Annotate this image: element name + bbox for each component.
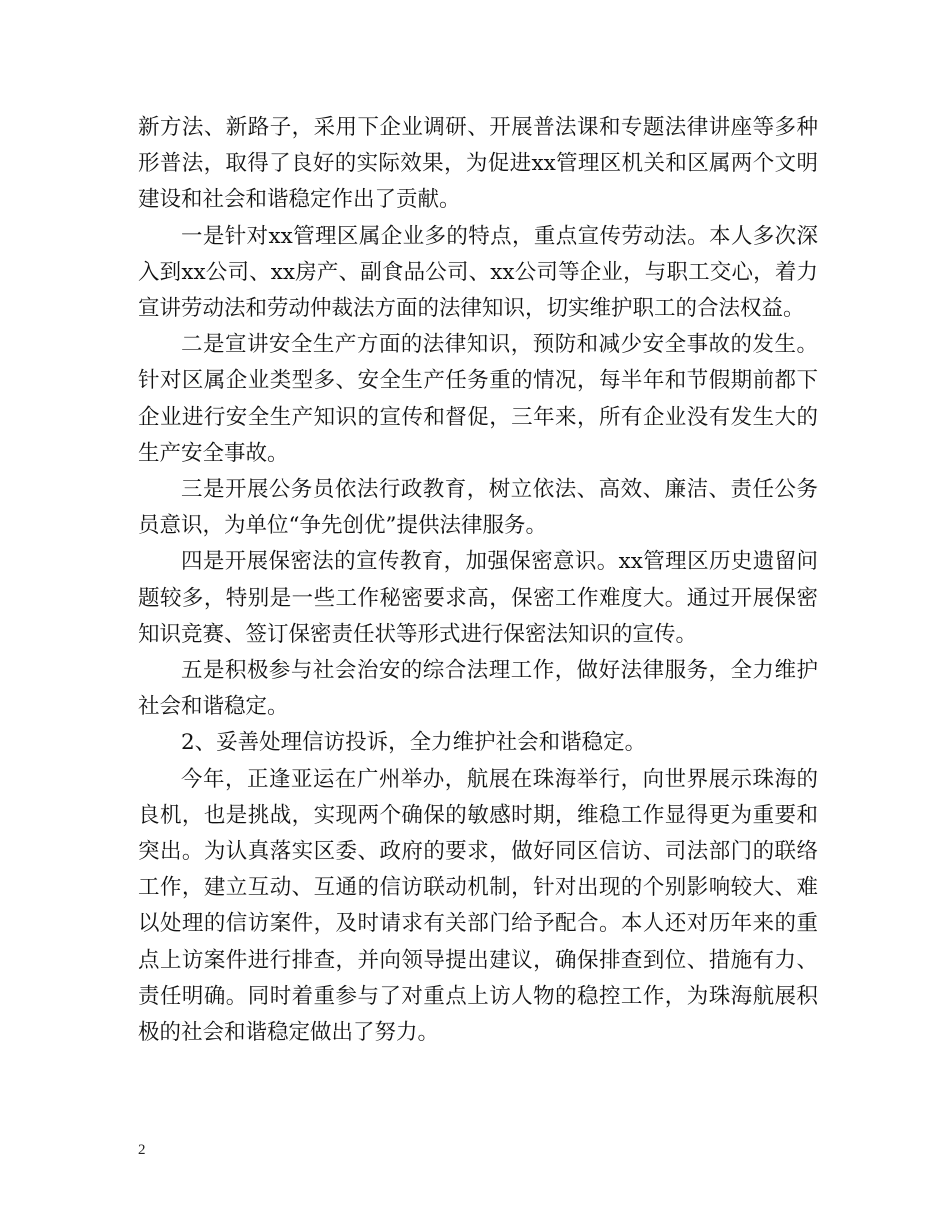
paragraph-civil-servant: 三是开展公务员依法行政教育，树立依法、高效、廉洁、责任公务员意识，为单位“争先创优”提供法律服务。: [138, 477, 818, 539]
body-text: [138, 110, 818, 1051]
paragraph-safety-production: 二是宣讲安全生产方面的法律知识，预防和减少安全事故的发生。针对区属企业类型多、安全生产任务重的情况，每半年和节假期前都下企业进行安全生产知识的宣传和督促，三年来，所有企业没有发生大的生产安全事故。: [138, 332, 818, 466]
paragraph-petitions: 今年，正逢亚运在广州举办，航展在珠海举行，向世界展示珠海的良机，也是挑战，实现两个确保的敏感时期，维稳工作显得更为重要和突出。为认真落实区委、政府的要求，做好同区信访、司法部门的联络工作，建立互动、互通的信访联动机制，针对出现的个别影响较大、难以处理的信访案件，及时请求有关部门给予配合。本人还对历年来的重点上访案件进行排查，并向领导提出建议，确保排查到位、措施有力、责任明确。同时着重参与了对重点上访人物的稳控工作，为珠海航展积极的社会和谐稳定做出了努力。: [138, 766, 818, 1046]
paragraph-confidentiality: 四是开展保密法的宣传教育，加强保密意识。xx管理区历史遗留问题较多，特别是一些工作秘密要求高，保密工作难度大。通过开展保密知识竞赛、签订保密责任状等形式进行保密法知识的宣传。: [138, 549, 818, 647]
section-heading-petitions: 2、妥善处理信访投诉，全力维护社会和谐稳定。: [181, 730, 647, 756]
paragraph-labor-law: 一是针对xx管理区属企业多的特点，重点宣传劳动法。本人多次深入到xx公司、xx房产、副食品公司、xx公司等企业，与职工交心，着力宣讲劳动法和劳动仲裁法方面的法律知识，切实维护职工的合法权益。: [138, 223, 818, 322]
page-number: 2: [138, 1142, 146, 1158]
paragraph-public-security: 五是积极参与社会治安的综合法理工作，做好法律服务，全力维护社会和谐稳定。: [138, 658, 818, 720]
paragraph-continuation: 新方法、新路子，采用下企业调研、开展普法课和专题法律讲座等多种形普法，取得了良好的实际效果，为促进xx管理区机关和区属两个文明建设和社会和谐稳定作出了贡献。: [138, 115, 818, 213]
